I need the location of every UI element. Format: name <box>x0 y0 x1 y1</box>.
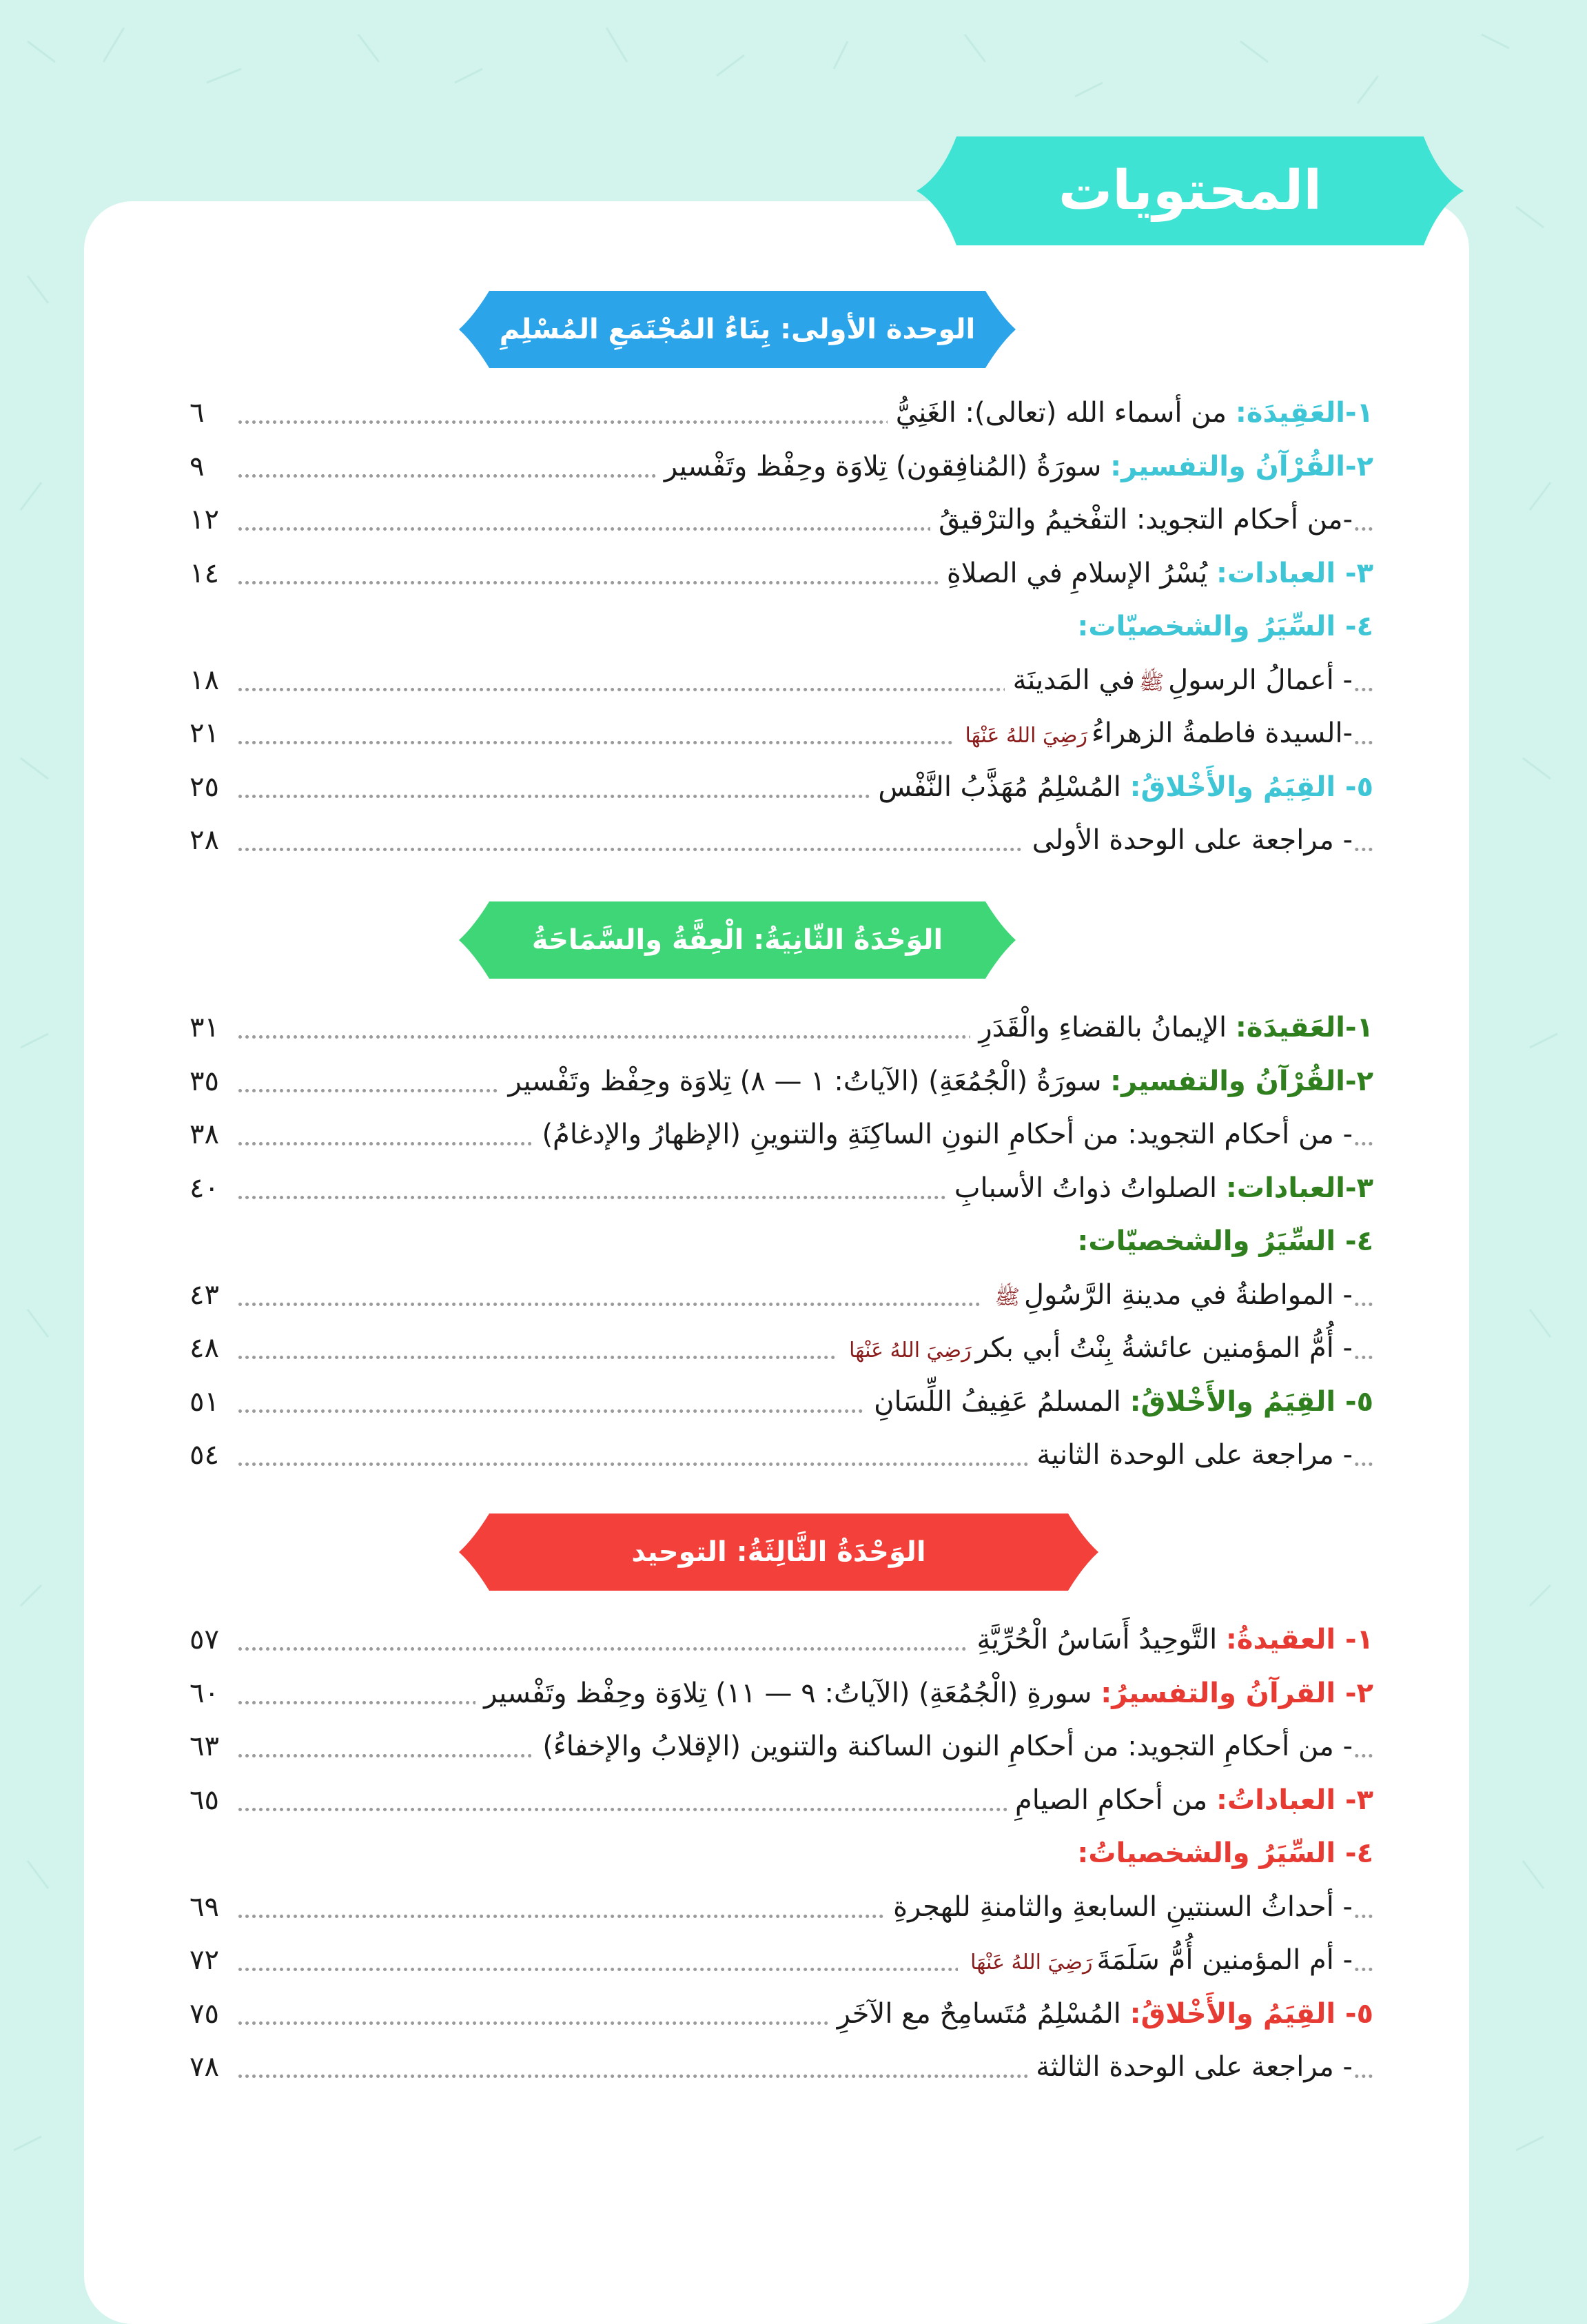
page-number: ٧٨ <box>190 2051 219 2083</box>
toc-row <box>190 658 1373 703</box>
page-number: ٦٩ <box>190 1890 219 1923</box>
section-label: ٢- القرآنُ والتفسيرُ: <box>1100 1677 1373 1709</box>
entry-title: من أحكامِ الصيامِ <box>1015 1784 1208 1816</box>
toc-entry-text <box>970 1005 1373 1050</box>
section-label: ٣- العبادات: <box>1216 557 1373 589</box>
entry-title: -السيدة فاطمةُ الزهراءُ <box>1091 717 1353 749</box>
toc-entry-text <box>656 444 1373 489</box>
page-number: ٦ <box>190 397 205 429</box>
toc-row <box>190 1432 1373 1478</box>
section-label: ٥- القِيَمُ والأَخْلاقُ: <box>1129 1997 1373 2030</box>
toc-row <box>190 1724 1373 1769</box>
page-title-banner <box>908 128 1472 254</box>
page-title: المحتويات <box>1058 160 1322 222</box>
section-label: ٢-القُرْآنُ والتفسير: <box>1110 450 1373 482</box>
toc-entry-text <box>866 1379 1373 1425</box>
section-label: ٣- العباداتُ: <box>1216 1784 1373 1816</box>
page-number: ٣١ <box>190 1012 219 1043</box>
page-number: ١٨ <box>190 664 219 696</box>
toc-entry-text <box>1069 1219 1373 1264</box>
toc-row <box>190 817 1373 863</box>
unit-banner-2 <box>455 895 1020 986</box>
entry-title: - أحداثُ السنتينِ السابعةِ والثامنةِ للهجرةِ <box>893 1890 1353 1923</box>
toc-entry-text <box>983 1272 1353 1321</box>
unit-banner-1 <box>455 284 1020 375</box>
toc-row <box>190 1777 1373 1823</box>
entry-title: سورةِ (الْجُمُعَةِ) (الآياتُ: ٩ — ١١) تِلاوَة وحِفْظ وتَفْسير <box>484 1677 1092 1709</box>
section-label: ٤- السِّيَرُ والشخصياتُ: <box>1077 1837 1373 1869</box>
section-label: ٥- القِيَمُ والأَخْلاقُ: <box>1129 1385 1373 1418</box>
toc-row <box>190 1379 1373 1425</box>
toc-row <box>190 497 1373 542</box>
toc-row <box>190 551 1373 596</box>
toc-entry-text <box>1005 658 1353 706</box>
honorific-mark: رَضِيَ اللهُ عَنْهَا <box>849 1338 972 1363</box>
page-number: ٥٧ <box>190 1624 219 1655</box>
toc-entry-text <box>1069 604 1373 649</box>
entry-title-after: في المَدينَة <box>1012 664 1135 696</box>
page-number: ٣٥ <box>190 1065 219 1097</box>
entry-title: -من أحكام التجويد: التفْخيمُ والترْقيقُ <box>939 504 1353 536</box>
page-number: ٤٨ <box>190 1332 219 1364</box>
page-number: ٦٣ <box>190 1731 219 1762</box>
entry-title: - أُمُّ المؤمنين عائشةُ بِنْتُ أبي بكر <box>975 1332 1353 1364</box>
toc-entry-text <box>1024 817 1353 863</box>
toc-row <box>190 1617 1373 1662</box>
toc-row <box>190 1272 1373 1318</box>
entry-title: سورَةُ (الْجُمُعَةِ) (الآياتُ: ١ — ٨) تِلاوَة وحِفْظ وتَفْسير <box>508 1065 1102 1097</box>
toc-row <box>190 1991 1373 2037</box>
unit-banner-3 <box>455 1507 1103 1598</box>
page-number: ٤٠ <box>190 1172 219 1204</box>
entry-title: التَّوحِيدُ أَسَاسُ الْحُرِّيَّةِ <box>976 1624 1218 1655</box>
honorific-mark: رَضِيَ اللهُ عَنْهَا <box>965 724 1087 748</box>
section-label: ١-العَقيدَة: <box>1235 1012 1373 1043</box>
toc-entry-text <box>1028 1432 1353 1478</box>
honorific-mark: ﷺ <box>994 1285 1020 1309</box>
toc-entry-text <box>533 1112 1353 1157</box>
entry-title: سورَةُ (المُنافِقون) تِلاوَة وحِفْظ وتَفْسير <box>664 450 1102 482</box>
toc-row <box>190 1112 1373 1157</box>
section-label: ٤- السِّيَرُ والشخصيّات: <box>1077 1225 1373 1257</box>
page-number: ٣٨ <box>190 1119 219 1150</box>
page-number: ٢٨ <box>190 824 219 856</box>
entry-title: - مراجعة على الوحدة الثالثة <box>1036 2051 1353 2083</box>
toc-entry-text <box>1007 1777 1373 1823</box>
toc-row <box>190 390 1373 436</box>
entry-title: - من أحكام التجويد: من أحكامِ النونِ الساكِنَةِ والتنوينِ (الإظهارُ والإدغامُ) <box>542 1119 1353 1150</box>
toc-entry-text <box>885 1884 1353 1930</box>
toc-row <box>190 1325 1373 1371</box>
toc-entry-text <box>870 764 1373 810</box>
page-number: ٢١ <box>190 717 219 749</box>
entry-title: المُسْلِمُ مُهَذَّبُ النَّفْس <box>878 771 1121 803</box>
toc-row <box>190 1005 1373 1050</box>
toc-row <box>190 1165 1373 1211</box>
toc-entry-text <box>534 1724 1353 1769</box>
toc-row <box>190 1884 1373 1930</box>
toc-entry-text <box>1027 2044 1353 2090</box>
section-label: ١- العقيدةُ: <box>1225 1624 1373 1655</box>
entry-title: - مراجعة على الوحدة الأولى <box>1032 824 1353 856</box>
honorific-mark: رَضِيَ اللهُ عَنْهَا <box>970 1950 1093 1975</box>
toc-entry-text <box>829 1991 1373 2037</box>
toc-row <box>200 1831 1373 1876</box>
toc-entry-text <box>969 1617 1373 1662</box>
toc-row <box>190 711 1373 756</box>
page-number: ٦٥ <box>190 1784 219 1816</box>
page-number: ٦٠ <box>190 1677 219 1709</box>
toc-row <box>190 1059 1373 1104</box>
toc-row <box>190 1671 1373 1716</box>
toc-entry-text <box>888 390 1373 436</box>
toc-entry-text <box>930 497 1353 542</box>
entry-title: الصلواتُ ذواتُ الأسبابِ <box>954 1172 1218 1204</box>
toc-entry-text <box>475 1671 1373 1716</box>
entry-title: - مراجعة على الوحدة الثانية <box>1036 1439 1353 1471</box>
toc-entry-text <box>500 1059 1373 1104</box>
entry-title: - أعمالُ الرسولِ <box>1168 664 1353 696</box>
page-number: ١٤ <box>190 557 219 589</box>
toc-row <box>190 2044 1373 2090</box>
unit-title: الوَحْدَةُ الثّانِيَةُ: الْعِفَّةُ والسَّمَاحَةُ <box>531 924 943 956</box>
toc-entry-text <box>939 551 1373 596</box>
entry-title: من أسماء الله (تعالى): الغَنِيُّ <box>895 397 1227 429</box>
page-number: ٥١ <box>190 1385 219 1418</box>
entry-title: المُسْلِمُ مُتَسامِحٌ مع الآخَرِ <box>837 1997 1121 2030</box>
toc-entry-text <box>1069 1831 1373 1876</box>
toc-entry-text <box>958 1937 1353 1986</box>
entry-title: - أم المؤمنين أُمُّ سَلَمَةَ <box>1096 1944 1353 1976</box>
page-number: ٢٥ <box>190 771 219 803</box>
section-label: ٣-العبادات: <box>1225 1172 1373 1204</box>
page-number: ٩ <box>190 450 205 482</box>
unit-title: الوحدة الأولى: بِنَاءُ المُجْتَمَعِ المُسْلِمِ <box>499 314 976 345</box>
toc-row <box>190 1937 1373 1983</box>
entry-title: - المواطنةُ في مدينةِ الرَّسُولِ <box>1024 1278 1353 1311</box>
toc-row <box>190 444 1373 489</box>
entry-title: - من أحكامِ التجويد: من أحكامِ النون الساكنة والتنوين (الإقلابُ والإخفاءُ) <box>542 1731 1353 1762</box>
page-number: ٥٤ <box>190 1439 219 1471</box>
toc-row <box>200 604 1373 649</box>
section-label: ١-العَقِيدَة: <box>1235 397 1373 429</box>
entry-title: المسلمُ عَفِيفُ اللِّسَانِ <box>874 1385 1121 1418</box>
page-number: ٧٢ <box>190 1944 219 1976</box>
toc-entry-text <box>837 1325 1353 1374</box>
toc-row <box>200 1219 1373 1264</box>
page-number: ١٢ <box>190 504 219 536</box>
toc-entry-text <box>953 711 1353 759</box>
page-number: ٧٥ <box>190 1997 219 2030</box>
entry-title: يُسْرُ الإسلامِ في الصلاةِ <box>946 557 1208 589</box>
section-label: ٤- السِّيَرُ والشخصيّات: <box>1077 611 1373 642</box>
unit-title: الوَحْدَةُ الثَّالِثَةُ: التوحيد <box>631 1536 926 1568</box>
page-number: ٤٣ <box>190 1278 219 1311</box>
section-label: ٥- القِيَمُ والأَخْلاقُ: <box>1129 771 1373 803</box>
toc-entry-text <box>946 1165 1373 1211</box>
entry-title: الإيمانُ بالقضاءِ والْقَدَرِ <box>979 1012 1227 1043</box>
honorific-mark: ﷺ <box>1138 670 1165 695</box>
toc-row <box>190 764 1373 810</box>
section-label: ٢-القُرْآنُ والتفسير: <box>1110 1065 1373 1097</box>
